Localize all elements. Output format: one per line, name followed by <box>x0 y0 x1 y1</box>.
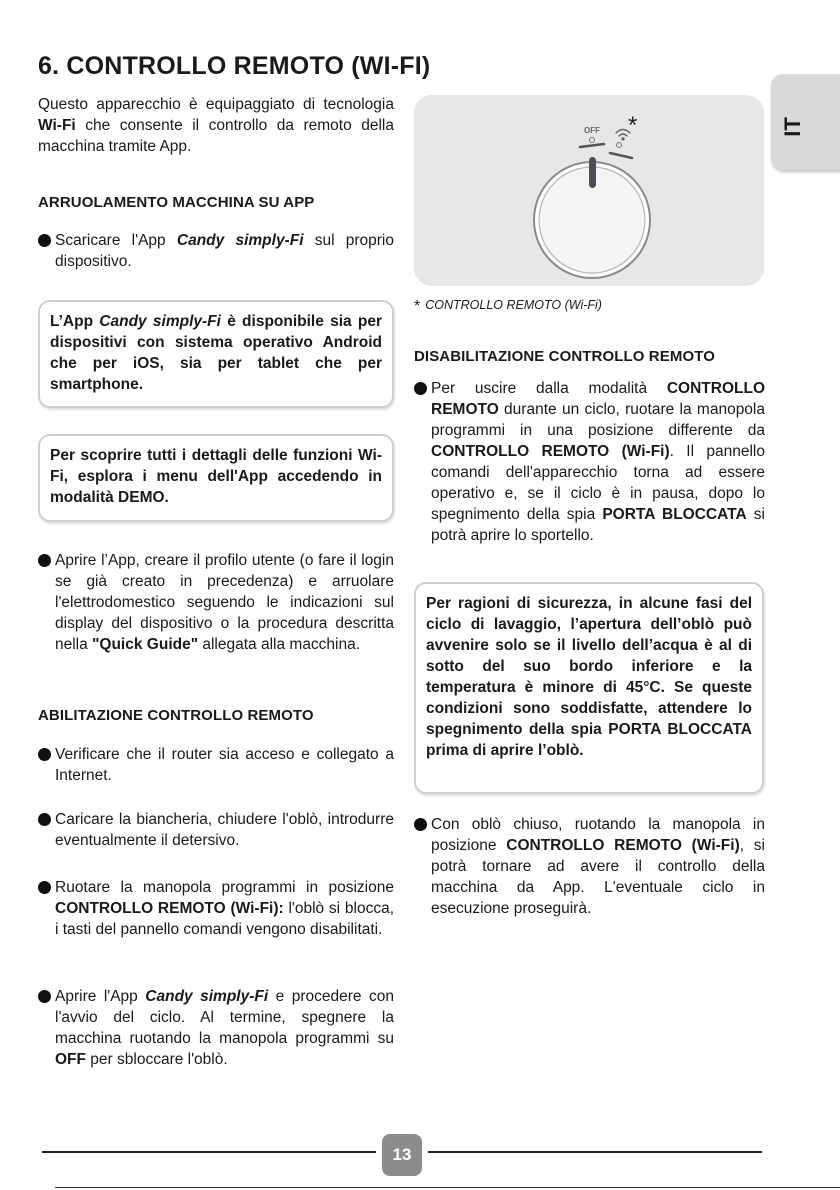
text-run: durante un ciclo, ruotare la manopola programmi in una posizione differente da <box>431 401 765 439</box>
off-label: OFF <box>584 126 600 135</box>
bullet-dot <box>38 881 51 894</box>
heading-disabilitazione: DISABILITAZIONE CONTROLLO REMOTO <box>414 348 715 365</box>
bullet-turn-knob <box>38 877 394 940</box>
bullet-load-laundry <box>38 809 394 851</box>
text-run: CONTROLLO REMOTO (Wi-Fi) <box>506 837 740 854</box>
text-run: . Il pannello comandi dell'apparecchio torna ad essere operativo e, se il ciclo è in pausa, dopo lo spegnimento della spia <box>431 443 765 523</box>
bullet-text <box>55 988 394 1068</box>
bullet-text <box>55 232 394 270</box>
text-run: CONTROLLO REMOTO (Wi-Fi): <box>55 900 284 917</box>
bullet-text <box>55 746 394 784</box>
note-safety: Per ragioni di sicurezza, in alcune fasi del ciclo di lavaggio, l’apertura dell’oblò può avvenire solo se il livello dell’acqua è al di sotto del suo bordo inferiore e la temperatura è minore di 45°C. Se queste condizioni sono soddisfatte, attendere lo spegnimento della spia PORTA BLOCCATA prima di aprire l’oblò. <box>414 582 764 794</box>
bullet-dot <box>38 234 51 247</box>
text-run: CONTROLLO REMOTO <box>431 380 765 418</box>
text-run: l'oblò si blocca, i tasti del pannello comandi vengono disabilitati. <box>55 900 395 938</box>
bullet-dot <box>38 813 51 826</box>
bullet-text <box>431 380 765 544</box>
note-app-availability <box>38 300 394 408</box>
off-tick-mark <box>580 144 604 147</box>
off-indicator-icon <box>590 138 595 143</box>
knob-diagram <box>414 95 764 286</box>
bullet-dot <box>414 818 427 831</box>
bullet-text <box>431 816 765 917</box>
remote-tick-mark <box>610 153 632 158</box>
text-run: "Quick Guide" <box>92 636 199 653</box>
text-run: che consente il controllo da remoto della macchina tramite App. <box>38 117 394 155</box>
text-run: OFF <box>55 1051 86 1068</box>
caption-asterisk: * <box>414 298 421 315</box>
language-tab <box>771 74 840 170</box>
text-run: Aprire l’App, creare il profilo utente (o fare il login se già creato in precedenza) e arruolare l'elettrodomestico seguendo le indicazioni sul display del dispositivo o la procedura descritta nella <box>55 552 394 653</box>
text-run: Candy simply-Fi <box>99 313 221 330</box>
text-run: per sbloccare l'oblò. <box>86 1051 228 1068</box>
text-run: CONTROLLO REMOTO (Wi-Fi) <box>431 443 670 460</box>
text-run: Verificare che il router sia acceso e collegato a Internet. <box>55 746 394 784</box>
text-run: Candy simply-Fi <box>176 232 304 249</box>
text-run: Wi-Fi <box>38 117 76 134</box>
text-run: Candy simply-Fi <box>145 988 269 1005</box>
bullet-router <box>38 744 394 786</box>
bullet-start-cycle <box>38 986 394 1070</box>
text-run: Aprire l'App <box>55 988 146 1005</box>
text-run: e procedere con l'avvio del ciclo. Al termine, spegnere la macchina ruotando la manopola programmi su <box>55 988 394 1047</box>
text-run: , si potrà tornare ad avere il controllo della macchina da App. L'eventuale ciclo in esecuzione proseguirà. <box>431 837 765 917</box>
text-run: si potrà aprire lo sportello. <box>431 506 765 544</box>
bullet-dot <box>414 382 427 395</box>
text-run: Ruotare la manopola programmi in posizione <box>55 879 394 896</box>
bullet-exit-remote <box>414 378 765 546</box>
bullet-text <box>55 552 394 653</box>
text-run: Con oblò chiuso, ruotando la manopola in posizione <box>431 816 765 854</box>
bullet-dot <box>38 554 51 567</box>
bottom-edge-rule <box>55 1187 840 1188</box>
bullet-text <box>55 879 394 938</box>
text-run: Scaricare l'App <box>55 232 177 249</box>
heading-arruolamento: ARRUOLAMENTO MACCHINA SU APP <box>38 194 315 211</box>
bullet-text <box>55 811 394 849</box>
bullet-download-app <box>38 230 394 272</box>
knob-illustration <box>414 95 764 286</box>
note-demo-mode: Per scoprire tutti i dettagli delle funzioni Wi-Fi, esplora i menu dell'App accedendo in modalità DEMO. <box>38 434 394 522</box>
text-run: PORTA BLOCCATA <box>602 506 747 523</box>
knob-pointer <box>589 157 596 188</box>
bullet-dot <box>38 990 51 1003</box>
language-label: IT <box>780 117 805 137</box>
remote-indicator-icon <box>617 143 622 148</box>
text-run: allegata alla macchina. <box>198 636 361 653</box>
intro-paragraph <box>38 94 394 157</box>
text-run: Per uscire dalla modalità <box>431 380 667 397</box>
bullet-regain-control <box>414 814 765 919</box>
bullet-open-app <box>38 550 394 655</box>
text-run: Questo apparecchio è equipaggiato di tecnologia <box>38 96 394 113</box>
text-run: Caricare la biancheria, chiudere l'oblò, introdurre eventualmente il detersivo. <box>55 811 394 849</box>
text-run: L’App <box>50 313 100 330</box>
illustration-caption <box>414 298 602 316</box>
asterisk-marker: * <box>628 112 638 139</box>
heading-abilitazione: ABILITAZIONE CONTROLLO REMOTO <box>38 707 314 724</box>
text-run: è disponibile sia per dispositivi con sistema operativo Android che per iOS, sia per tablet che per smartphone. <box>50 313 383 393</box>
page-title: 6. CONTROLLO REMOTO (WI-FI) <box>38 52 431 80</box>
bullet-dot <box>38 748 51 761</box>
footer-rule-left <box>42 1151 376 1153</box>
text-run: sul proprio dispositivo. <box>55 232 394 270</box>
footer-rule-right <box>428 1151 762 1153</box>
page-number: 13 <box>382 1134 422 1176</box>
caption-text: CONTROLLO REMOTO (Wi-Fi) <box>425 298 602 312</box>
